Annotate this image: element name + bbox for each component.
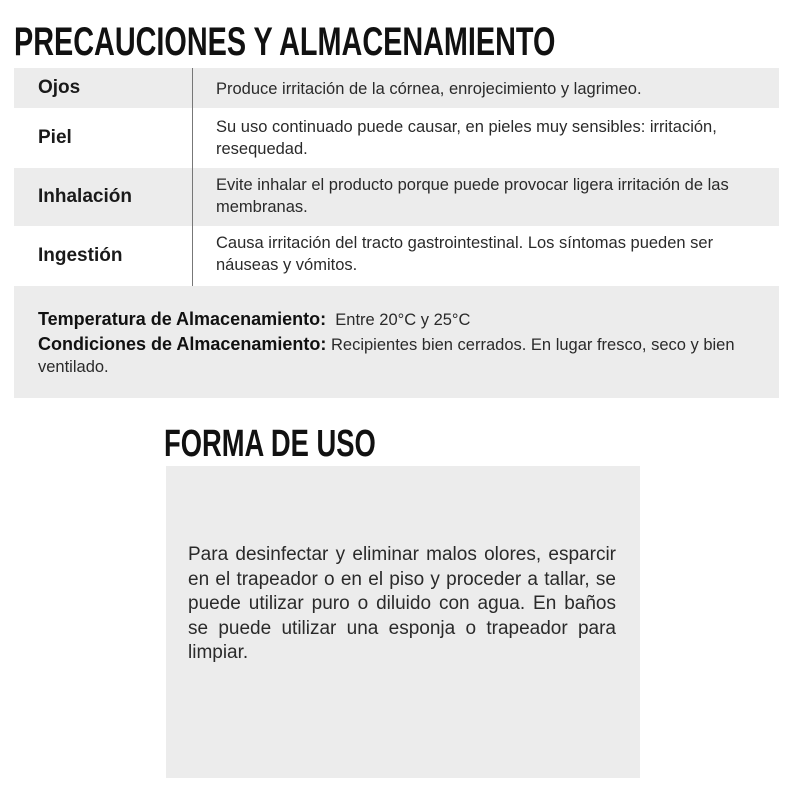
precaution-label: Inhalación — [38, 186, 132, 207]
storage-conditions-label: Condiciones de Almacenamiento: — [38, 334, 327, 354]
precaution-label: Ingestión — [38, 245, 123, 266]
precaution-text: Evite inhalar el producto porque puede provocar ligera irritación de las membranas. — [216, 176, 729, 216]
precautions-title: PRECAUCIONES Y ALMACENAMIENTO — [14, 20, 556, 64]
storage-conditions — [38, 333, 759, 378]
precaution-row-inhalation — [14, 168, 779, 226]
precaution-text: Produce irritación de la córnea, enrojecimiento y lagrimeo. — [216, 80, 642, 98]
precaution-row-eyes — [14, 68, 779, 108]
precaution-label: Piel — [38, 127, 72, 148]
column-divider — [192, 68, 193, 286]
precaution-row-skin — [14, 108, 779, 168]
storage-temperature-value: Entre 20°C y 25°C — [335, 311, 471, 329]
precaution-text: Su uso continuado puede causar, en pieles muy sensibles: irritación, resequedad. — [216, 118, 717, 158]
storage-temperature-label: Temperatura de Almacenamiento: — [38, 309, 327, 329]
usage-title: FORMA DE USO — [164, 423, 376, 465]
precaution-label: Ojos — [38, 77, 81, 98]
usage-text: Para desinfectar y eliminar malos olores, esparcir en el trapeador o en el piso y proceder a tallar, se puede utilizar puro o diluido con agua. En baños se puede utilizar una esponja o trapeador para limpiar. — [188, 544, 616, 663]
usage-box — [166, 466, 640, 778]
precaution-row-ingestion — [14, 226, 779, 286]
storage-temperature — [38, 308, 759, 331]
storage-conditions-value: Recipientes bien cerrados. En lugar fresco, seco y bien ventilado. — [38, 336, 735, 376]
storage-section — [14, 286, 779, 398]
precaution-text: Causa irritación del tracto gastrointestinal. Los síntomas pueden ser náuseas y vómitos. — [216, 234, 714, 274]
